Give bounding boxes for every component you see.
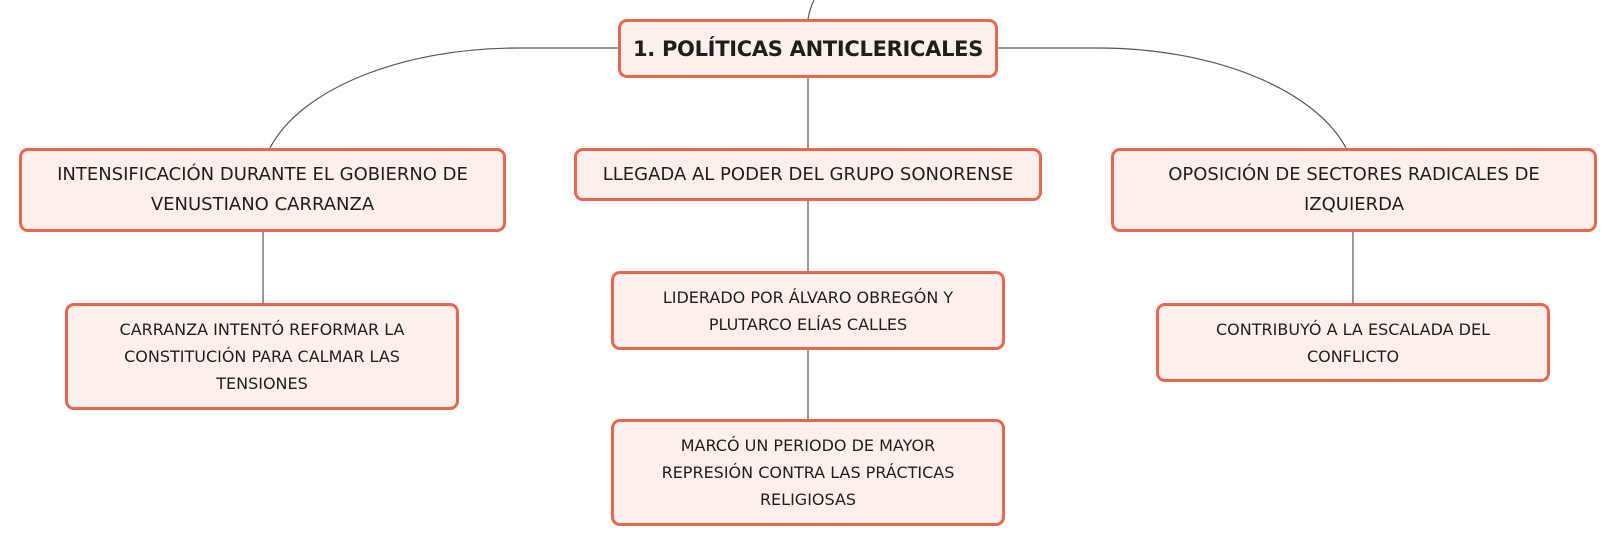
- branch-node-1[interactable]: [19, 148, 506, 232]
- connector-root-to-branch-1: [270, 48, 618, 148]
- branch-node-2-label: LLEGADA AL PODER DEL GRUPO SONORENSE: [602, 163, 1014, 185]
- branch-1-child-1[interactable]: [65, 303, 459, 410]
- branch-1-child-1-label: CARRANZA INTENTÓ REFORMAR LA CONSTITUCIÓN PARA CALMAR LAS TENSIONES: [119, 320, 405, 393]
- root-node[interactable]: [618, 19, 998, 78]
- branch-node-2[interactable]: [574, 148, 1042, 201]
- branch-3-child-1[interactable]: [1156, 303, 1550, 382]
- branch-2-child-2[interactable]: [611, 419, 1005, 526]
- branch-node-1-label: INTENSIFICACIÓN DURANTE EL GOBIERNO DE VENUSTIANO CARRANZA: [57, 164, 468, 215]
- branch-2-child-1[interactable]: [611, 271, 1005, 350]
- branch-3-child-1-label: CONTRIBUYÓ A LA ESCALADA DEL CONFLICTO: [1216, 319, 1490, 366]
- branch-2-child-2-label: MARCÓ UN PERIODO DE MAYOR REPRESIÓN CONTRA LAS PRÁCTICAS RELIGIOSAS: [661, 436, 955, 509]
- root-node-label: 1. POLÍTICAS ANTICLERICALES: [632, 36, 984, 61]
- connector-parent-to-root: [808, 0, 814, 19]
- branch-node-3-label: OPOSICIÓN DE SECTORES RADICALES DE IZQUIERDA: [1168, 164, 1540, 215]
- branch-node-3[interactable]: [1111, 148, 1597, 232]
- connector-root-to-branch-3: [998, 48, 1346, 148]
- branch-2-child-1-label: LIDERADO POR ÁLVARO OBREGÓN Y PLUTARCO ELÍAS CALLES: [662, 287, 954, 334]
